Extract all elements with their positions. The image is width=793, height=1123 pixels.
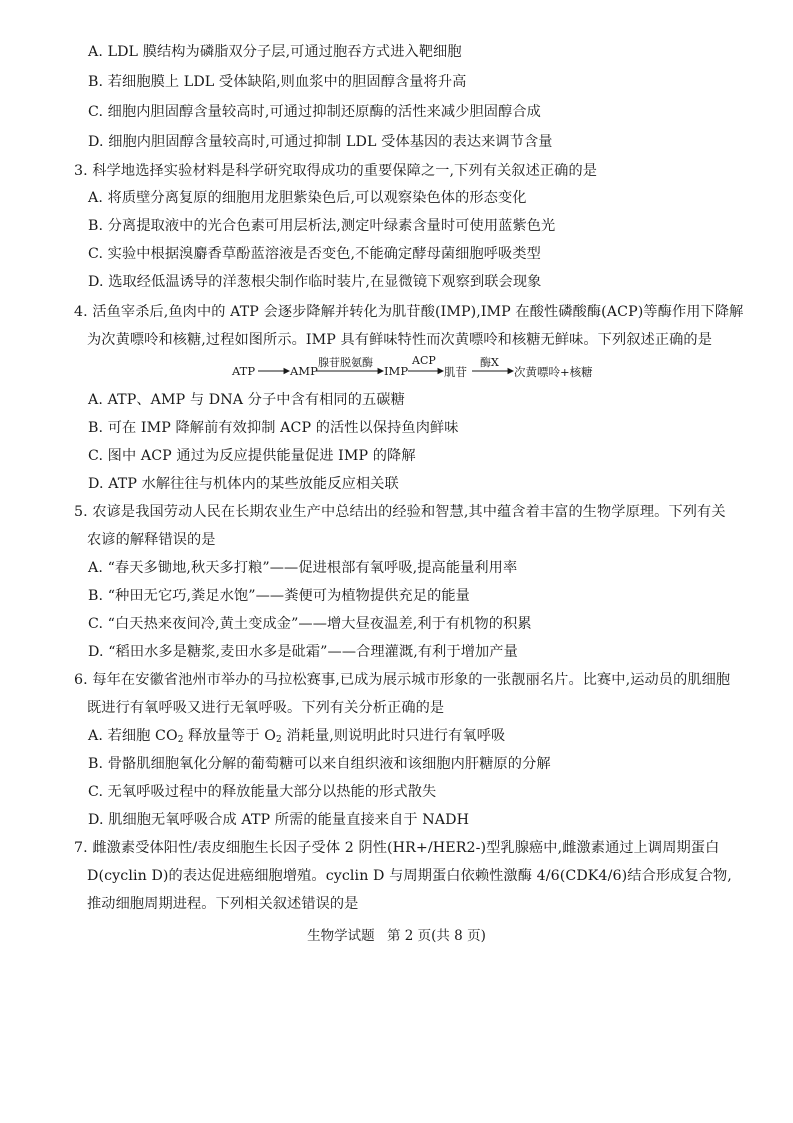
q3-stem: 3. 科学地选择实验材料是科学研究取得成功的重要保障之一,下列有关叙述正确的是: [74, 163, 598, 179]
arrowhead-atp-amp: [284, 369, 289, 374]
atp-degradation-flow-diagram: [232, 354, 593, 384]
arrowhead-amp-imp: [378, 369, 383, 374]
q6-stem-line-2: 既进行有氧呼吸又进行无氧呼吸。下列有关分析正确的是: [87, 700, 445, 716]
q3-option-a: A. 将质壁分离复原的细胞用龙胆紫染色后,可以观察染色体的形态变化: [88, 190, 527, 206]
q2-option-b: B. 若细胞膜上 LDL 受体缺陷,则血浆中的胆固醇含量将升高: [88, 74, 467, 90]
q4-option-b: B. 可在 IMP 降解前有效抑制 ACP 的活性以保持鱼肉鲜味: [88, 420, 459, 436]
q6-option-a: [88, 726, 505, 746]
footer-subject: 生物学试题: [307, 928, 375, 944]
flow-node-inosine: 肌苷: [444, 365, 467, 379]
q2-option-c: C. 细胞内胆固醇含量较高时,可通过抑制还原酶的活性来减少胆固醇合成: [88, 104, 541, 120]
q7-stem-line-2: D(cyclin D)的表达促进癌细胞增殖。cyclin D 与周期蛋白依赖性激酶 4/6(CDK4/6)结合形成复合物,: [87, 868, 732, 884]
arrowhead-imp-inosine: [438, 369, 443, 374]
q6-option-a-post: 消耗量,则说明此时只进行有氧呼吸: [281, 728, 506, 744]
q5-stem-line-1: 5. 农谚是我国劳动人民在长期农业生产中总结出的经验和智慧,其中蕴含着丰富的生物学原理。下列有关: [74, 504, 726, 520]
page-footer: [0, 927, 793, 945]
q4-stem-line-2: 为次黄嘌呤和核糖,过程如图所示。IMP 具有鲜味特性而次黄嘌呤和核糖无鲜味。下列叙述正确的是: [87, 332, 712, 348]
q6-option-c: C. 无氧呼吸过程中的释放能量大部分以热能的形式散失: [88, 784, 437, 800]
q6-option-a-pre: A. 若细胞 CO: [88, 728, 178, 744]
flow-node-amp: AMP: [290, 364, 318, 378]
q6-option-b: B. 骨骼肌细胞氧化分解的葡萄糖可以来自组织液和该细胞内肝糖原的分解: [88, 756, 551, 772]
footer-page-number: 第 2 页(共 8 页): [386, 928, 486, 944]
o2-subscript: 2: [275, 735, 282, 745]
q3-option-d: D. 选取经低温诱导的洋葱根尖制作临时装片,在显微镜下观察到联会现象: [88, 274, 542, 290]
flow-label-enzyme-x: 酶X: [480, 356, 499, 369]
co2-subscript: 2: [177, 735, 184, 745]
flow-node-imp: IMP: [384, 364, 409, 378]
q5-option-b: B. “种田无它巧,粪足水饱”——粪便可为植物提供充足的能量: [88, 588, 470, 604]
q2-option-d: D. 细胞内胆固醇含量较高时,可通过抑制 LDL 受体基因的表达来调节含量: [88, 134, 553, 150]
arrowhead-inosine-products: [508, 369, 513, 374]
q6-option-d: D. 肌细胞无氧呼吸合成 ATP 所需的能量直接来自于 NADH: [88, 812, 470, 828]
q2-option-a: A. LDL 膜结构为磷脂双分子层,可通过胞吞方式进入靶细胞: [88, 44, 462, 60]
q5-option-a: A. “春天多锄地,秋天多打粮”——促进根部有氧呼吸,提高能量利用率: [88, 560, 518, 576]
q4-option-a: A. ATP、AMP 与 DNA 分子中含有相同的五碳糖: [88, 392, 405, 408]
q6-option-a-mid: 释放量等于 O: [183, 728, 276, 744]
flow-node-products: 次黄嘌呤+核糖: [514, 365, 593, 379]
q5-option-c: C. “白天热来夜间冷,黄土变成金”——增大昼夜温差,利于有机物的积累: [88, 616, 532, 632]
q4-option-c: C. 图中 ACP 通过为反应提供能量促进 IMP 的降解: [88, 448, 416, 464]
q5-option-d: D. “稻田水多是糖浆,麦田水多是砒霜”——合理灌溉,有利于增加产量: [88, 644, 518, 660]
q4-option-d: D. ATP 水解往往与机体内的某些放能反应相关联: [88, 476, 399, 492]
q6-stem-line-1: 6. 每年在安徽省池州市举办的马拉松赛事,已成为展示城市形象的一张靓丽名片。比赛中,运动员的肌细胞: [74, 672, 731, 688]
q4-stem-line-1: 4. 活鱼宰杀后,鱼肉中的 ATP 会逐步降解并转化为肌苷酸(IMP),IMP 在酸性磷酸酶(ACP)等酶作用下降解: [74, 304, 744, 320]
q7-stem-line-1: 7. 雌激素受体阳性/表皮细胞生长因子受体 2 阴性(HR+/HER2-)型乳腺癌中,雌激素通过上调周期蛋白: [74, 840, 720, 856]
flow-node-atp: ATP: [232, 364, 256, 378]
q3-option-c: C. 实验中根据溴麝香草酚蓝溶液是否变色,不能确定酵母菌细胞呼吸类型: [88, 246, 541, 262]
q5-stem-line-2: 农谚的解释错误的是: [87, 532, 216, 548]
q7-stem-line-3: 推动细胞周期进程。下列相关叙述错误的是: [87, 896, 359, 912]
q3-option-b: B. 分离提取液中的光合色素可用层析法,测定叶绿素含量时可使用蓝紫色光: [88, 218, 556, 234]
flow-label-enzyme-1: 腺苷脱氨酶: [318, 356, 373, 369]
flow-label-acp: ACP: [412, 354, 436, 367]
